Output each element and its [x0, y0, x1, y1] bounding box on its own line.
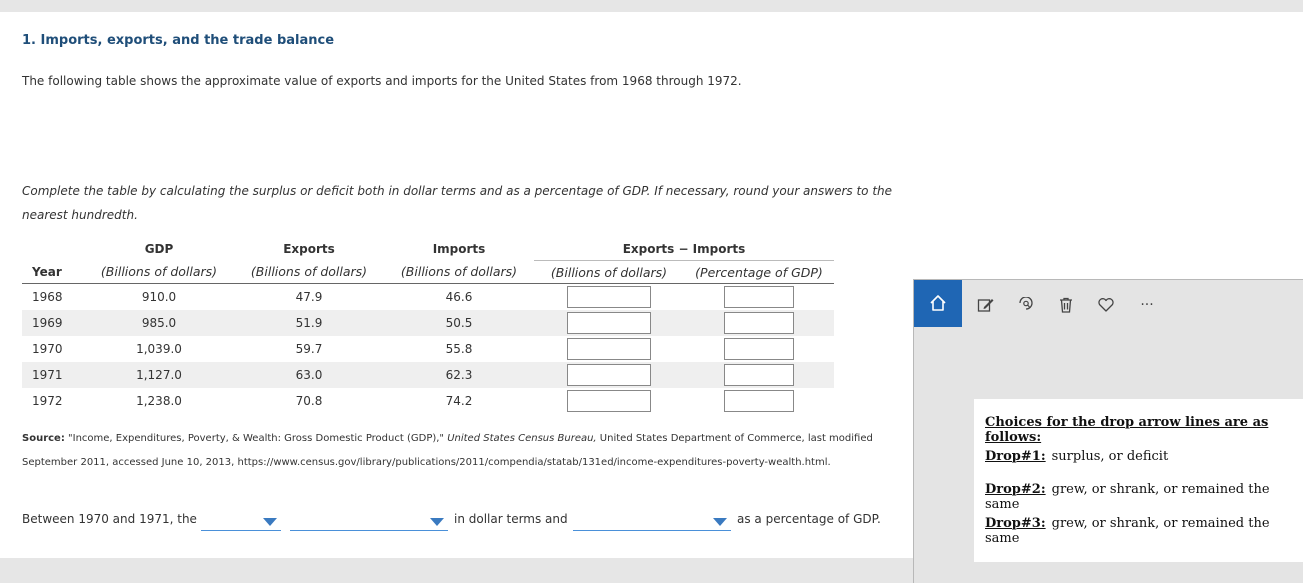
note-drop2: Drop#2: grew, or shrank, or remained the same	[985, 482, 1270, 512]
edit-button[interactable]	[977, 297, 995, 313]
header-imports-unit: (Billions of dollars)	[384, 261, 534, 284]
gdp-cell: 1,238.0	[136, 394, 182, 408]
imports-cell: 50.5	[384, 310, 534, 336]
table-row	[22, 362, 834, 388]
year-cell: 1968	[32, 290, 63, 304]
header-diff-percent-unit: (Percentage of GDP)	[684, 261, 834, 284]
search-icon	[1017, 297, 1035, 313]
favorite-button[interactable]	[1097, 297, 1115, 313]
imports-cell: 46.6	[445, 290, 473, 304]
exports-cell: 59.7	[295, 342, 323, 356]
exports-cell: 70.8	[295, 394, 323, 408]
header-exports: Exports	[283, 242, 335, 257]
year-cell: 1972	[32, 394, 63, 408]
chevron-down-icon	[430, 518, 444, 526]
delete-button[interactable]	[1057, 297, 1075, 313]
source-publisher: United States Census Bureau,	[447, 433, 597, 444]
gdp-cell: 1,127.0	[84, 362, 234, 388]
gdp-cell: 985.0	[84, 310, 234, 336]
header-gdp-unit: (Billions of dollars)	[84, 261, 234, 284]
home-icon	[929, 294, 947, 312]
sentence-suffix: as a percentage of GDP.	[737, 512, 881, 526]
exports-cell: 51.9	[234, 310, 384, 336]
imports-cell: 62.3	[384, 362, 534, 388]
header-exports-unit: (Billions of dollars)	[234, 261, 384, 284]
diff-dollars-input[interactable]	[567, 312, 651, 334]
diff-percent-input[interactable]	[724, 338, 794, 360]
header-diff-dollars-unit: (Billions of dollars)	[534, 261, 684, 284]
year-cell: 1969	[22, 310, 84, 336]
question-intro: The following table shows the approximate value of exports and imports for the United States from 1968 through 1972.	[22, 74, 742, 88]
diff-percent-input[interactable]	[724, 312, 794, 334]
note-drop1: Drop#1: surplus, or deficit	[985, 449, 1169, 464]
chevron-down-icon	[713, 518, 727, 526]
source-citation	[22, 427, 912, 475]
diff-dollars-input[interactable]	[567, 338, 651, 360]
gdp-cell: 1,039.0	[136, 342, 182, 356]
year-cell: 1970	[32, 342, 63, 356]
search-button[interactable]	[1017, 297, 1035, 313]
diff-percent-input[interactable]	[724, 286, 794, 308]
sentence-prefix: Between 1970 and 1971, the	[22, 512, 197, 526]
header-imports: Imports	[432, 242, 486, 257]
table-row	[22, 388, 834, 414]
header-gdp: GDP	[144, 242, 174, 257]
diff-dollars-input[interactable]	[567, 364, 651, 386]
header-year: Year	[22, 261, 84, 284]
chevron-down-icon	[263, 518, 277, 526]
diff-dollars-input[interactable]	[567, 286, 651, 308]
imports-cell: 74.2	[445, 394, 473, 408]
drop-choices-note	[974, 399, 1303, 562]
trade-table	[22, 238, 834, 414]
sentence-mid: in dollar terms and	[454, 512, 568, 526]
table-row	[22, 336, 834, 362]
gdp-cell: 910.0	[141, 290, 177, 304]
heart-icon	[1097, 297, 1115, 313]
diff-percent-input[interactable]	[724, 364, 794, 386]
table-row	[22, 284, 834, 311]
year-cell: 1971	[22, 362, 84, 388]
more-icon[interactable]: ···	[1140, 297, 1154, 313]
source-label: Source:	[22, 433, 65, 444]
delete-icon	[1057, 297, 1075, 313]
drop1-dropdown[interactable]	[201, 514, 281, 531]
table-row	[22, 310, 834, 336]
question-title: 1. Imports, exports, and the trade balance	[22, 33, 335, 48]
exports-cell: 47.9	[295, 290, 323, 304]
exports-cell: 63.0	[234, 362, 384, 388]
edit-icon	[977, 297, 995, 313]
home-button[interactable]	[914, 280, 962, 327]
drop2-dropdown[interactable]	[290, 514, 448, 531]
note-heading: Choices for the drop arrow lines are as follows:	[985, 415, 1269, 445]
drop3-dropdown[interactable]	[573, 514, 731, 531]
question-instruction: Complete the table by calculating the surplus or deficit both in dollar terms and as a percentage of GDP. If necessary, round your answers to the nearest hundredth.	[22, 184, 893, 222]
diff-dollars-input[interactable]	[567, 390, 651, 412]
header-exports-minus-imports: Exports − Imports	[534, 238, 834, 261]
imports-cell: 55.8	[445, 342, 473, 356]
diff-percent-input[interactable]	[724, 390, 794, 412]
note-drop3: Drop#3: grew, or shrank, or remained the same	[985, 516, 1270, 546]
source-text-a: "Income, Expenditures, Poverty, & Wealth: Gross Domestic Product (GDP),"	[64, 433, 448, 444]
source-text-b: United States Department of Commerce, last modified September 2011, accessed June 10, 2013, https://www.census.gov/library/publications/2011/compendia/statab/131ed/income-expenditures-poverty-wealth.html.	[22, 433, 873, 468]
